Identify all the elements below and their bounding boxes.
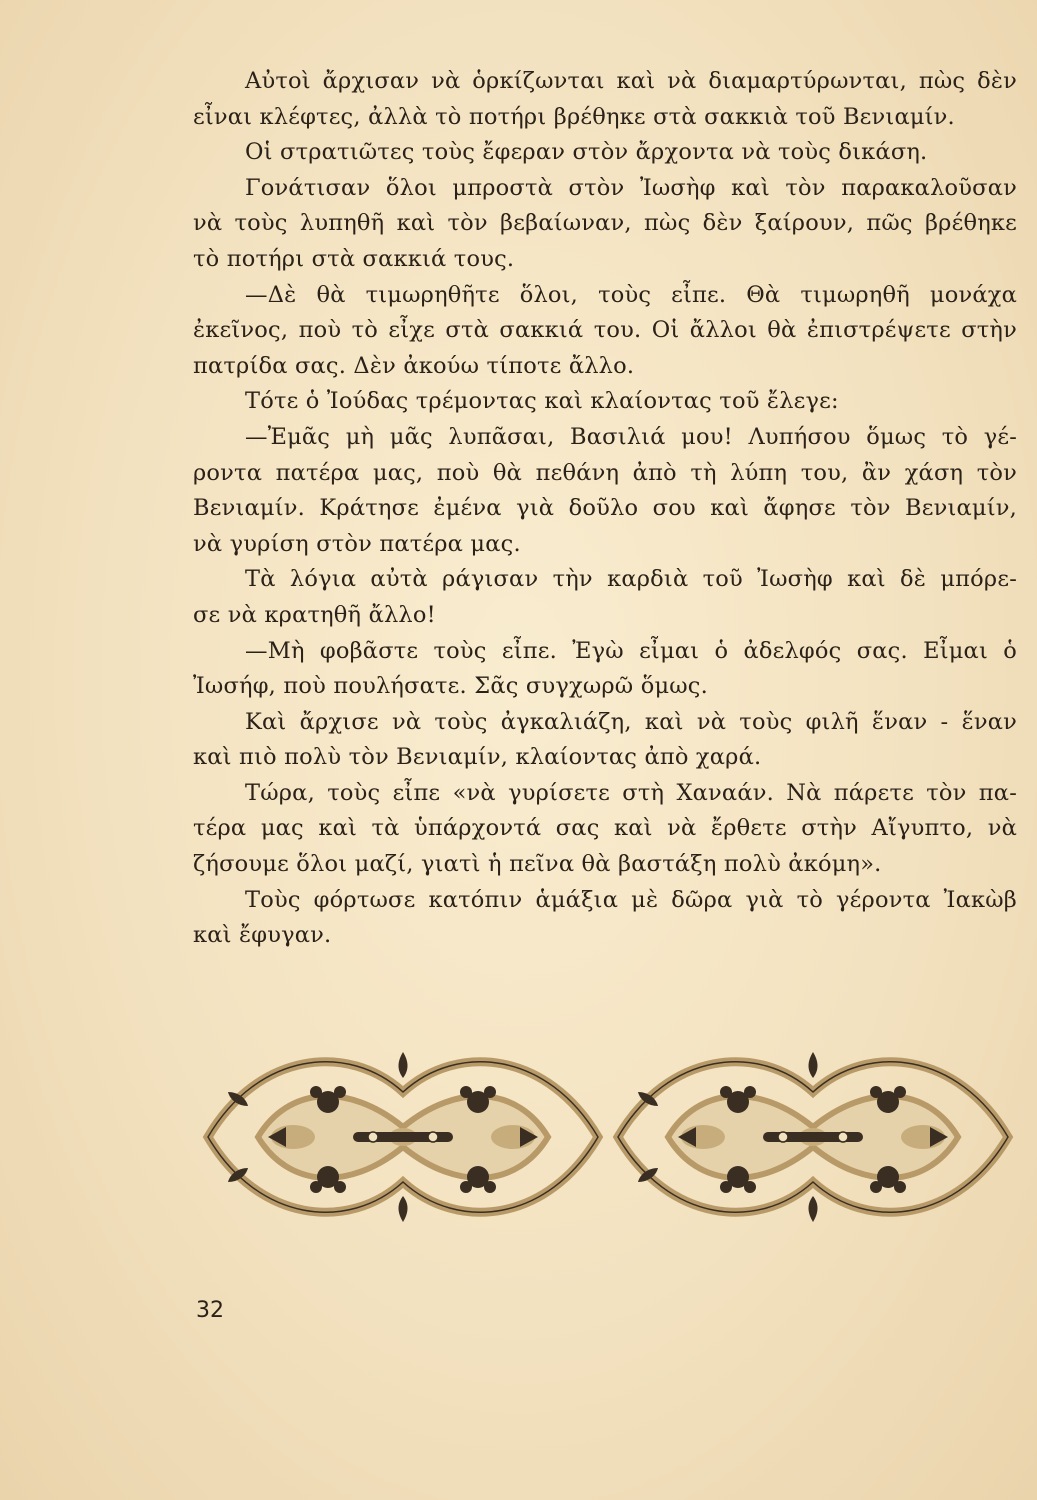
text-line: ἐκεῖνος, ποὺ τὸ εἶχε στὰ σακκιά του. Οἱ ἄλλοι θὰ ἐπιστρέψετε στὴν (193, 317, 1017, 344)
text-line: Τώρα, τοὺς εἶπε «νὰ γυρίσετε στὴ Χαναάν. Νὰ πάρετε τὸν πα- (245, 779, 1017, 806)
text-line: —Δὲ θὰ τιμωρηθῆτε ὅλοι, τοὺς εἶπε. Θὰ τιμωρηθῆ μονάχα (245, 281, 1017, 308)
text-line: τέρα μας καὶ τὰ ὑπάρχοντά σας καὶ νὰ ἔρθετε στὴν Αἴγυπτο, νὰ (193, 815, 1017, 842)
text-line: Καὶ ἄρχισε νὰ τοὺς ἀγκαλιάζη, καὶ νὰ τοὺς φιλῆ ἕναν - ἕναν (245, 708, 1017, 735)
body-text (193, 64, 1017, 954)
text-line: —Ἐμᾶς μὴ μᾶς λυπᾶσαι, Βασιλιά μου! Λυπήσου ὅμως τὸ γέ- (245, 423, 1017, 450)
text-line: καὶ ἔφυγαν. (193, 922, 332, 949)
text-line: ροντα πατέρα μας, ποὺ θὰ πεθάνη ἀπὸ τὴ λύπη του, ἂν χάση τὸν (193, 459, 1017, 486)
text-line: Τὰ λόγια αὐτὰ ράγισαν τὴν καρδιὰ τοῦ Ἰωσὴφ καὶ δὲ μπόρε- (245, 566, 1017, 593)
text-line: σε νὰ κρατηθῆ ἄλλο! (193, 601, 436, 628)
text-line: εἶναι κλέφτες, ἀλλὰ τὸ ποτήρι βρέθηκε στὰ σακκιὰ τοῦ Βενιαμίν. (193, 103, 955, 130)
text-line: νὰ γυρίση στὸν πατέρα μας. (193, 530, 521, 557)
decorative-ornament-border (198, 1032, 1020, 1242)
text-line: Οἱ στρατιῶτες τοὺς ἔφεραν στὸν ἄρχοντα νὰ τοὺς δικάση. (245, 139, 928, 166)
text-line: Τότε ὁ Ἰούδας τρέμοντας καὶ κλαίοντας τοῦ ἔλεγε: (245, 388, 839, 415)
text-line: Γονάτισαν ὅλοι μπροστὰ στὸν Ἰωσὴφ καὶ τὸν παρακαλοῦσαν (245, 174, 1017, 201)
text-line: νὰ τοὺς λυπηθῆ καὶ τὸν βεβαίωναν, πὼς δὲν ξαίρουν, πῶς βρέθηκε (193, 210, 1017, 237)
text-line: καὶ πιὸ πολὺ τὸν Βενιαμίν, κλαίοντας ἀπὸ χαρά. (193, 744, 762, 771)
text-line: Αὐτοὶ ἄρχισαν νὰ ὁρκίζωνται καὶ νὰ διαμαρτύρωνται, πὼς δὲν (245, 68, 1017, 94)
page-number: 32 (196, 1298, 224, 1323)
text-line: τὸ ποτήρι στὰ σακκιά τους. (193, 245, 515, 272)
text-line: —Μὴ φοβᾶστε τοὺς εἶπε. Ἐγὼ εἶμαι ὁ ἀδελφός σας. Εἶμαι ὁ (245, 637, 1017, 664)
text-line: Βενιαμίν. Κράτησε ἐμένα γιὰ δοῦλο σου καὶ ἄφησε τὸν Βενιαμίν, (193, 495, 1017, 522)
text-line: ζήσουμε ὅλοι μαζί, γιατὶ ἡ πεῖνα θὰ βαστάξη πολὺ ἀκόμη». (193, 851, 882, 878)
text-line: Ἰωσήφ, ποὺ πουλήσατε. Σᾶς συγχωρῶ ὅμως. (193, 673, 708, 700)
text-line: Τοὺς φόρτωσε κατόπιν ἁμάξια μὲ δῶρα γιὰ τὸ γέροντα Ἰακὼβ (245, 886, 1017, 913)
text-line: πατρίδα σας. Δὲν ἀκούω τίποτε ἄλλο. (193, 352, 635, 379)
